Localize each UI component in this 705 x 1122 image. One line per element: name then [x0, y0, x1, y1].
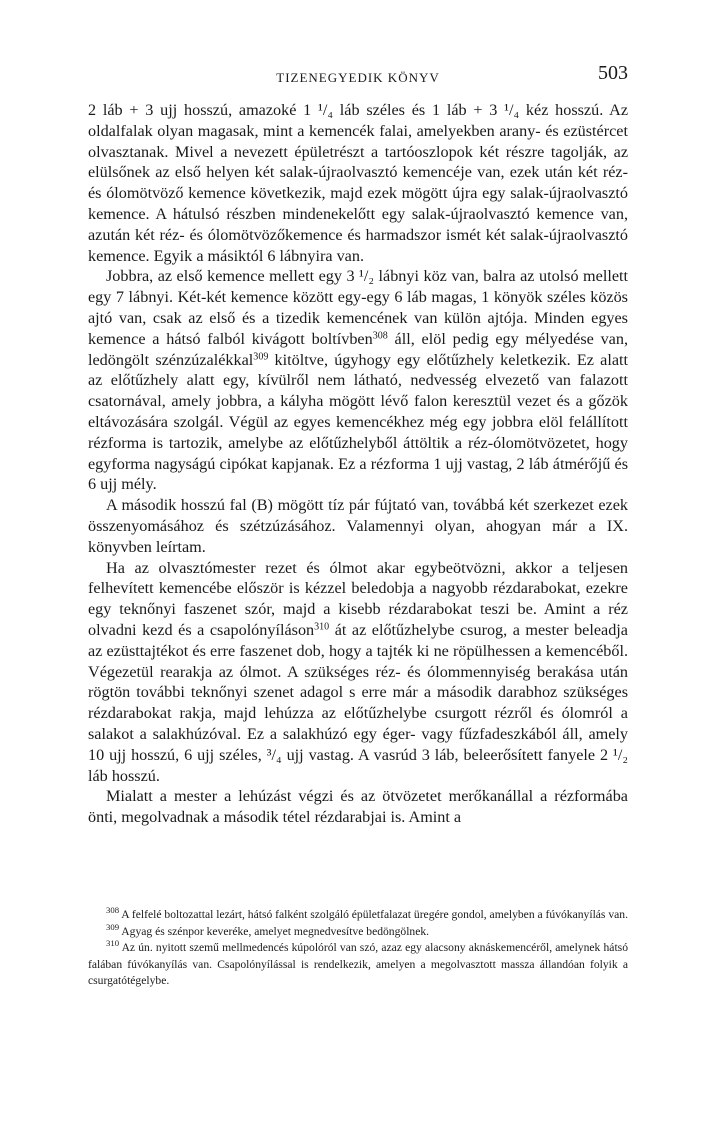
page-header	[88, 62, 628, 92]
paragraph-3: A második hosszú fal (B) mögött tíz pár fújtató van, továbbá két szerkezet ezek összenyomásához és szétzúzásához. Valamennyi olyan, ahogyan már a IX. könyvben leírtam.	[88, 496, 628, 556]
footnote-number-308: 308	[106, 905, 120, 916]
paragraph-1: 2 láb + 3 ujj hosszú, amazoké 1 ¹/₄ láb széles és 1 láb + 3 ¹/₄ kéz hosszú. Az oldalfalak olyan magasak, mint a kemencék falai, amelyekben arany- és ezüstércet olvasztanak. Mivel a nevezett épületrészt a tartóoszlopok két részre tagolják, az elülsőnek az első helyen két salak-újraolvasztó kemencéje van, ezek után két réz- és ólomötvöző kemence következik, majd ezek mögött újra egy salak-újraolvasztó kemence. A hátulsó részben mindenekelőtt egy salak-újraolvasztó kemence van, azután két réz- és ólomötvözőkemence és harmadszor ismét két salak-újraolvasztó kemence. Egyik a másiktól 6 lábnyira van.	[88, 101, 628, 265]
footnote-ref-308[interactable]: 308	[372, 330, 388, 342]
footnote-text-309: Agyag és szénpor keveréke, amelyet megnedvesítve bedöngölnek.	[119, 924, 430, 938]
footnote-ref-310[interactable]: 310	[314, 621, 330, 633]
footnote-308	[88, 907, 628, 924]
footnote-309	[88, 921, 628, 941]
paragraph-2	[88, 266, 628, 495]
paragraph-5: Mialatt a mester a lehúzást végzi és az ötvözetet merőkanállal a rézformába önti, megolvadnak a második tétel rézdarabjai is. Amint a	[88, 787, 628, 827]
footnote-ref-309[interactable]: 309	[253, 351, 269, 363]
page-number: 503	[598, 62, 628, 84]
footnote-number-309: 309	[106, 921, 120, 932]
running-title: TIZENEGYEDIK KÖNYV	[276, 70, 440, 85]
footnote-number-310: 310	[106, 938, 120, 949]
paragraph-2-part-b: áll, elöl pedig egy mélyedése van, ledöngölt szénzúzalékkal	[88, 329, 628, 369]
paragraph-4-part-a: Ha az olvasztómester rezet és ólmot akar egybeötvözni, akkor a teljesen felhevített kemencébe először is kézzel beledobja a nagyobb rézdarabokat, ezekre egy teknőnyi faszenet szór, majd a kisebb rézdarabokat teszi be. Amint a réz olvadni kezd és a csapolónyíláson	[88, 558, 628, 639]
paragraph-4	[88, 558, 628, 787]
paragraph-4-part-b: át az előtűzhelybe csurog, a mester beleadja az ezüsttajtékot és erre faszenet dob, hogy a tajték ki ne röpülhessen a kemencéből. Végezetül rearakja az ólmot. A szükséges réz- és ólommennyiség berakása után rögtön további teknőnyi szenet adagol s erre már a második darabhoz szükséges rézdarabokat rakja, majd lehúzza az előtűzhelybe csurgott rézről és ólomról a salakot a salakhúzóval. Ez a salakhúzó egy éger- vagy fűzfadeszkából áll, amely 10 ujj hosszú, 6 ujj széles, ³/₄ ujj vastag. A vasrúd 3 láb, beleerősített fanyele 2 ¹/₂ láb hosszú.	[88, 620, 628, 785]
main-text	[88, 100, 628, 828]
paragraph-2-part-c: kitöltve, úgyhogy egy előtűzhely keletkezik. Ez alatt az előtűzhely alatt egy, kívülről nem látható, nedvesség elvezető van falazott csatornával, amely jobbra, a kályha mögött lévő falon keresztül vezet és a gőzök eltávozására szolgál. Végül az egyes kemencékhez még egy jobbra elöl felállított rézforma is tartozik, amelybe az előtűzhelyből áttöltik a réz-ólomötvözetet, hogy egyforma nagyságú cipókat kapjanak. Ez a rézforma 1 ujj vastag, 2 láb átmérőjű és 6 ujj mély.	[88, 350, 629, 494]
footnote-text-310: Az ún. nyitott szemű mellmedencés kúpolóról van szó, azaz egy alacsony aknáskemencéről, amelynek hátsó falában fúvókanyílás van. Csapolónyílással is rendelkezik, amelyen a megolvasztott massza állandóan folyik a csurgatótégelybe.	[88, 941, 628, 988]
paragraph-2-part-a: Jobbra, az első kemence mellett egy 3 ¹/₂ lábnyi köz van, balra az utolsó mellett egy 7 lábnyi. Két-két kemence között egy-egy 6 láb magas, 1 könyök széles közös ajtó van, csak az első és a tizedik kemencének van külön ajtója. Minden egyes kemence a hátsó falból kivágott boltívben	[88, 267, 628, 348]
footnote-text-308: A felfelé boltozattal lezárt, hátsó falként szolgáló épületfalazat üregére gondol, amelyben a fúvókanyílás van.	[119, 908, 628, 921]
footnote-310	[88, 940, 628, 990]
footnotes	[88, 907, 628, 990]
